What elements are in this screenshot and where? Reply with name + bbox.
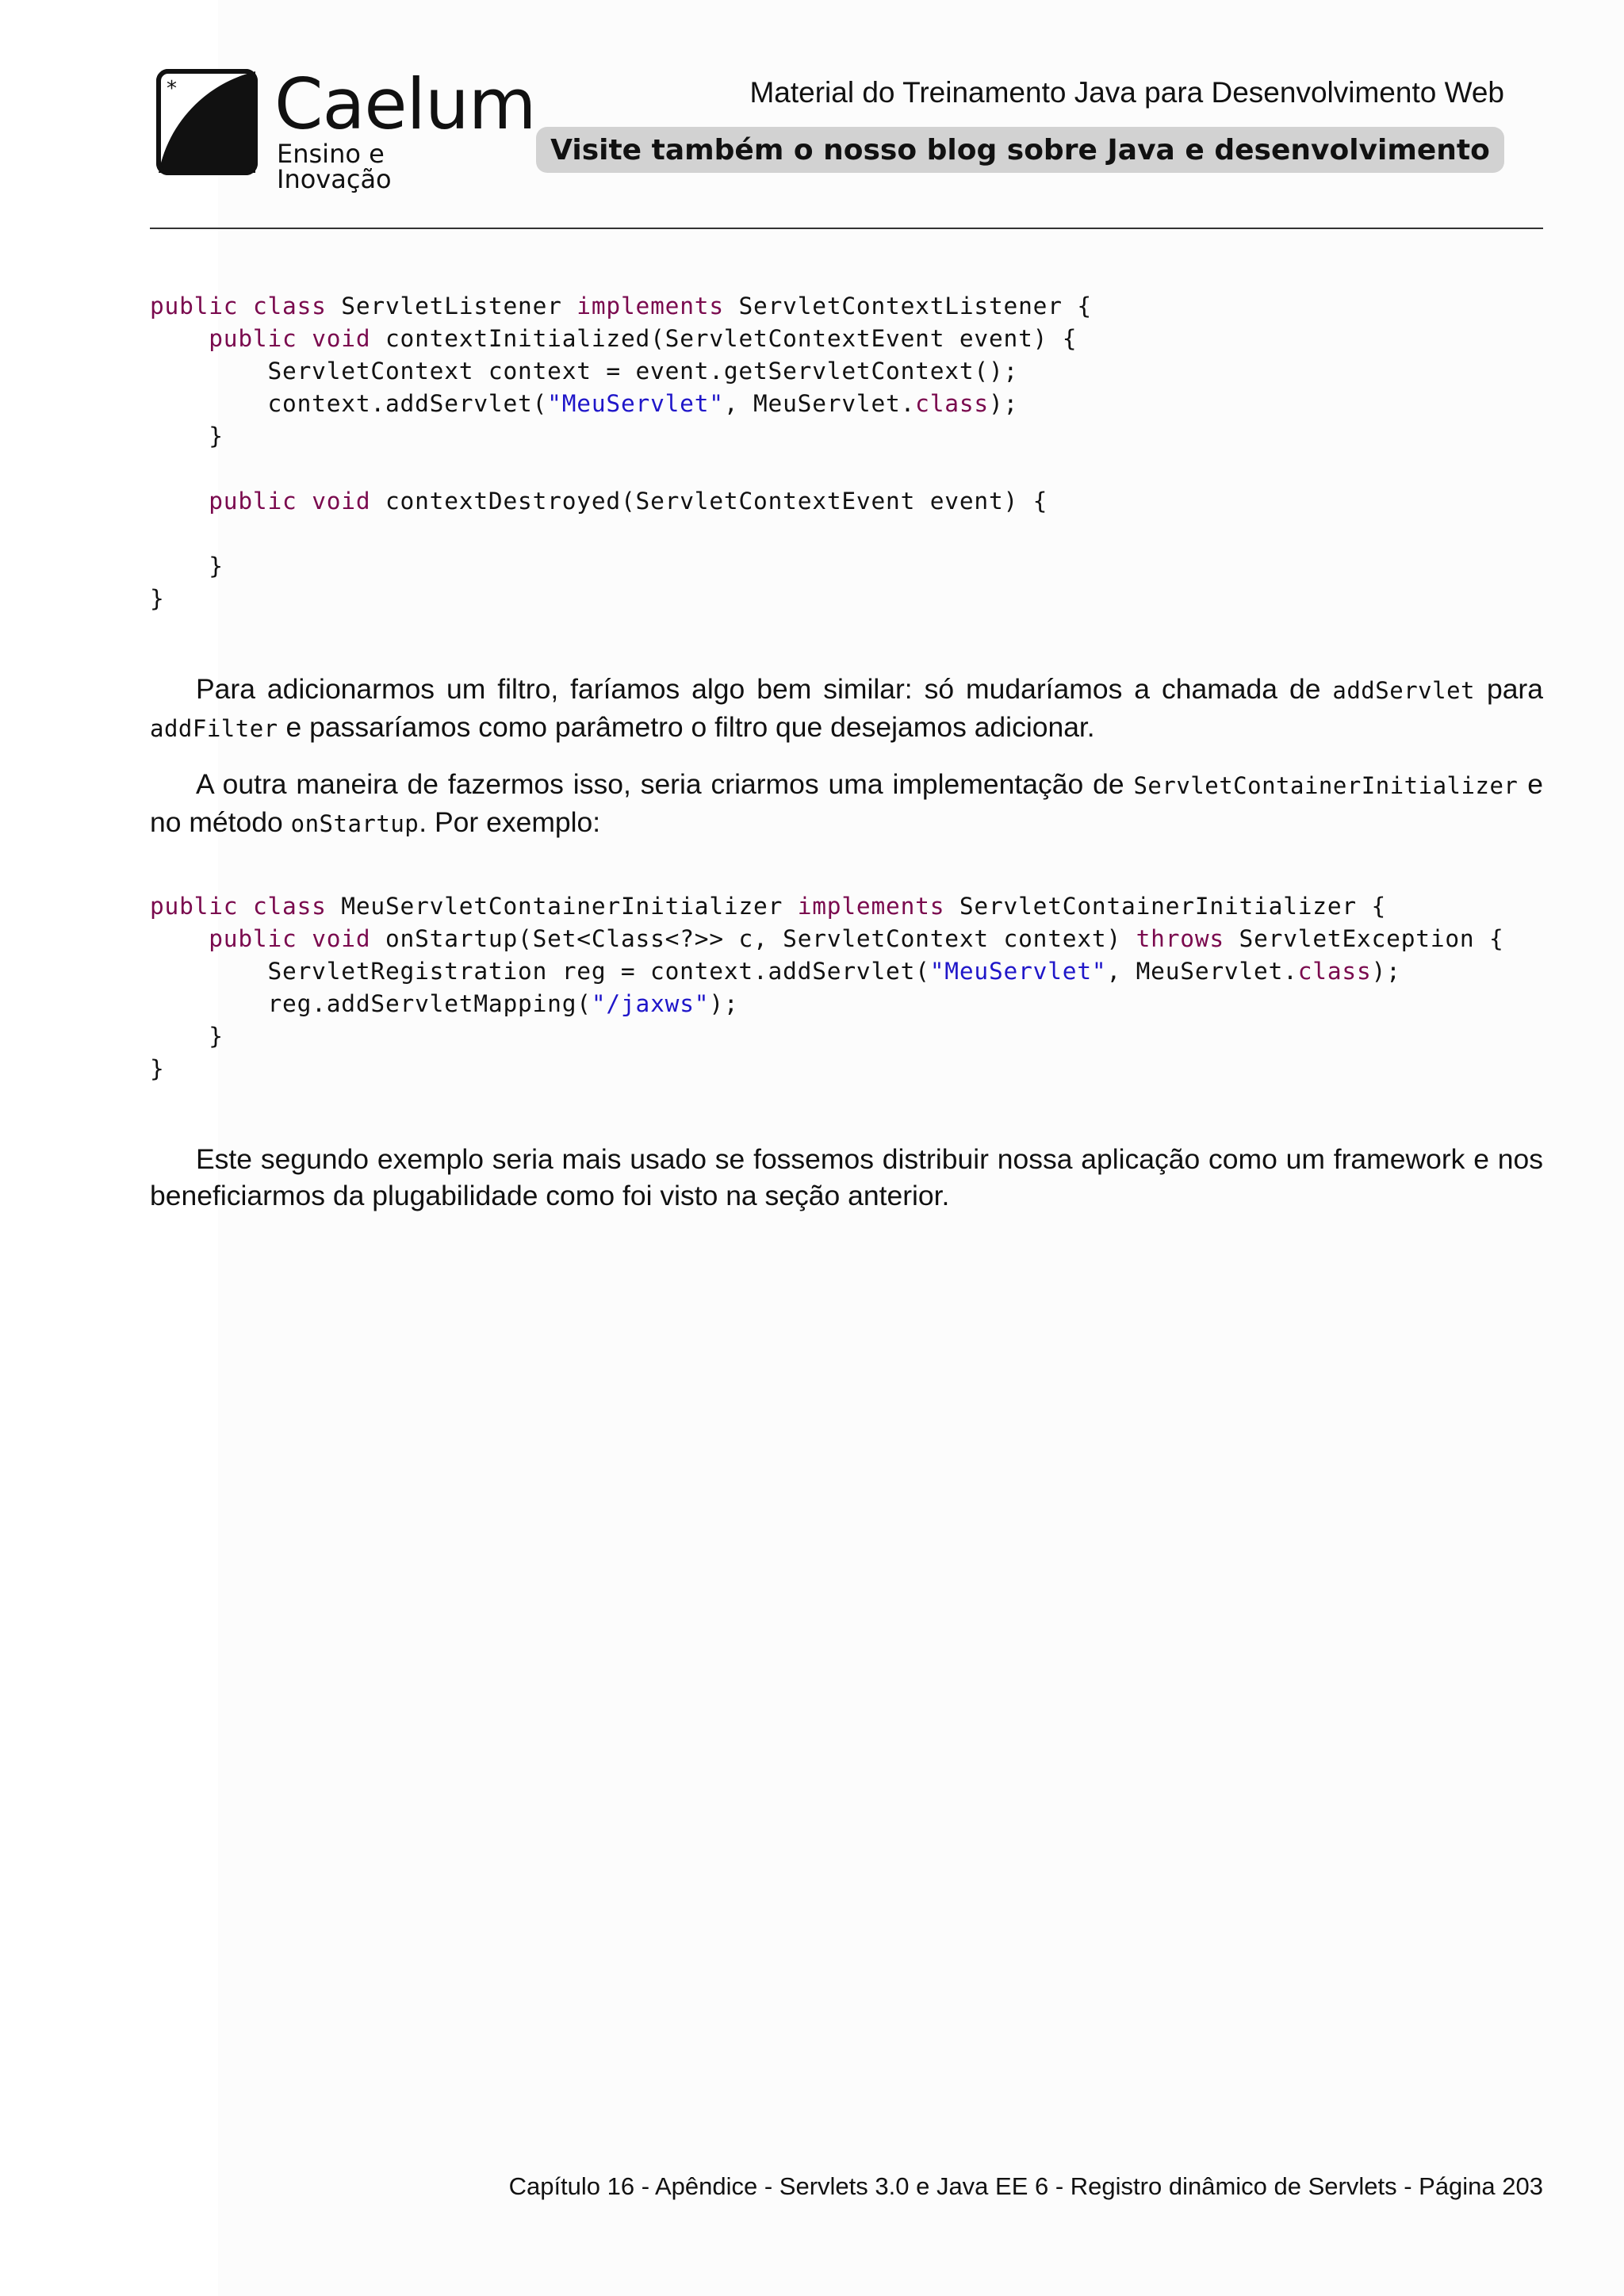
inline-code: addFilter bbox=[150, 715, 278, 742]
logo-mark-icon bbox=[155, 68, 259, 176]
code-keyword: public bbox=[209, 925, 297, 952]
code-line bbox=[150, 923, 1504, 955]
code-text: } bbox=[150, 1055, 165, 1082]
code-string: "MeuServlet" bbox=[547, 390, 724, 417]
code-text: ServletListener bbox=[326, 293, 577, 320]
code-text: contextInitialized(ServletContextEvent event) { bbox=[370, 325, 1078, 352]
code-keyword: void bbox=[312, 488, 371, 515]
code-text bbox=[150, 925, 209, 952]
blog-banner-link[interactable]: Visite também o nosso blog sobre Java e desenvolvimento bbox=[536, 127, 1504, 173]
caelum-logo[interactable] bbox=[155, 63, 536, 194]
code-keyword: implements bbox=[797, 893, 945, 920]
code-text bbox=[150, 325, 209, 352]
paragraph-text: para bbox=[1475, 673, 1543, 705]
code-text bbox=[297, 925, 312, 952]
code-text: ServletContainerInitializer { bbox=[944, 893, 1387, 920]
paragraph-text: A outra maneira de fazermos isso, seria criarmos uma implementação de bbox=[196, 768, 1134, 800]
code-text: ); bbox=[988, 390, 1019, 417]
code-text: ServletContextListener { bbox=[723, 293, 1092, 320]
header-subtitle: Material do Treinamento Java para Desenvolvimento Web bbox=[749, 76, 1504, 109]
code-line bbox=[150, 1053, 1504, 1085]
paragraph-text: e passaríamos como parâmetro o filtro que desejamos adicionar. bbox=[278, 711, 1095, 743]
paragraph-initializer bbox=[150, 766, 1543, 842]
code-line bbox=[150, 890, 1504, 923]
paragraph-text: e no método bbox=[150, 768, 1543, 838]
code-keyword: public bbox=[150, 293, 239, 320]
inline-code: onStartup bbox=[290, 810, 419, 837]
code-text bbox=[238, 893, 253, 920]
inline-code: ServletContainerInitializer bbox=[1133, 772, 1519, 799]
code-line bbox=[150, 290, 1092, 323]
code-text: , MeuServlet. bbox=[1106, 958, 1298, 985]
code-text: ServletContext context = event.getServletContext(); bbox=[150, 358, 1019, 385]
code-text bbox=[150, 488, 209, 515]
code-text: } bbox=[150, 1023, 224, 1050]
svg-text:*: * bbox=[167, 77, 177, 101]
code-string: "MeuServlet" bbox=[929, 958, 1107, 985]
code-text: ServletRegistration reg = context.addServlet( bbox=[150, 958, 930, 985]
code-line bbox=[150, 1020, 1504, 1053]
code-text bbox=[238, 293, 253, 320]
code-string: "/jaxws" bbox=[591, 990, 710, 1017]
code-text: contextDestroyed(ServletContextEvent event) { bbox=[370, 488, 1048, 515]
code-text: context.addServlet( bbox=[150, 390, 548, 417]
code-keyword: class bbox=[1297, 958, 1372, 985]
code-keyword: class bbox=[252, 893, 327, 920]
code-line bbox=[150, 355, 1092, 388]
code-keyword: throws bbox=[1136, 925, 1224, 952]
code-text: } bbox=[150, 585, 165, 612]
code-listing-container-initializer bbox=[150, 890, 1504, 1085]
code-listing-servlet-listener bbox=[150, 290, 1092, 615]
code-line bbox=[150, 388, 1092, 420]
code-line bbox=[150, 988, 1504, 1020]
paragraph-text: . Por exemplo: bbox=[419, 806, 601, 838]
code-text: } bbox=[150, 423, 224, 450]
code-keyword: void bbox=[312, 325, 371, 352]
code-keyword: class bbox=[252, 293, 327, 320]
code-line bbox=[150, 420, 1092, 453]
paragraph-framework bbox=[150, 1141, 1543, 1214]
code-text: ServletException { bbox=[1224, 925, 1504, 952]
code-line bbox=[150, 550, 1092, 583]
code-text: MeuServletContainerInitializer bbox=[326, 893, 798, 920]
header-divider bbox=[150, 228, 1543, 229]
code-text: reg.addServletMapping( bbox=[150, 990, 592, 1017]
code-line bbox=[150, 485, 1092, 518]
code-keyword: implements bbox=[576, 293, 724, 320]
code-line bbox=[150, 518, 1092, 550]
code-text: , MeuServlet. bbox=[723, 390, 916, 417]
code-line bbox=[150, 323, 1092, 355]
code-keyword: public bbox=[209, 488, 297, 515]
inline-code: addServlet bbox=[1332, 677, 1475, 704]
code-keyword: void bbox=[312, 925, 371, 952]
page-footer: Capítulo 16 - Apêndice - Servlets 3.0 e Java EE 6 - Registro dinâmico de Servlets - Página 203 bbox=[508, 2172, 1543, 2200]
code-text: ); bbox=[709, 990, 739, 1017]
paragraph-filter bbox=[150, 671, 1543, 747]
code-text: ); bbox=[1371, 958, 1401, 985]
paragraph-text: Para adicionarmos um filtro, faríamos algo bem similar: só mudaríamos a chamada de bbox=[196, 673, 1333, 705]
code-text bbox=[297, 488, 312, 515]
code-text: } bbox=[150, 553, 224, 580]
logo-tagline: Ensino e Inovação bbox=[277, 139, 392, 194]
code-keyword: class bbox=[915, 390, 989, 417]
code-text: onStartup(Set<Class<?>> c, ServletContext context) bbox=[370, 925, 1136, 952]
code-keyword: public bbox=[150, 893, 239, 920]
code-text bbox=[297, 325, 312, 352]
code-line bbox=[150, 453, 1092, 485]
code-line bbox=[150, 583, 1092, 615]
code-line bbox=[150, 955, 1504, 988]
paragraph-text: Este segundo exemplo seria mais usado se fossemos distribuir nossa aplicação como um framework e nos beneficiarmos da plugabilidade como foi visto na seção anterior. bbox=[150, 1143, 1543, 1211]
code-keyword: public bbox=[209, 325, 297, 352]
logo-name: Caelum bbox=[274, 63, 536, 145]
